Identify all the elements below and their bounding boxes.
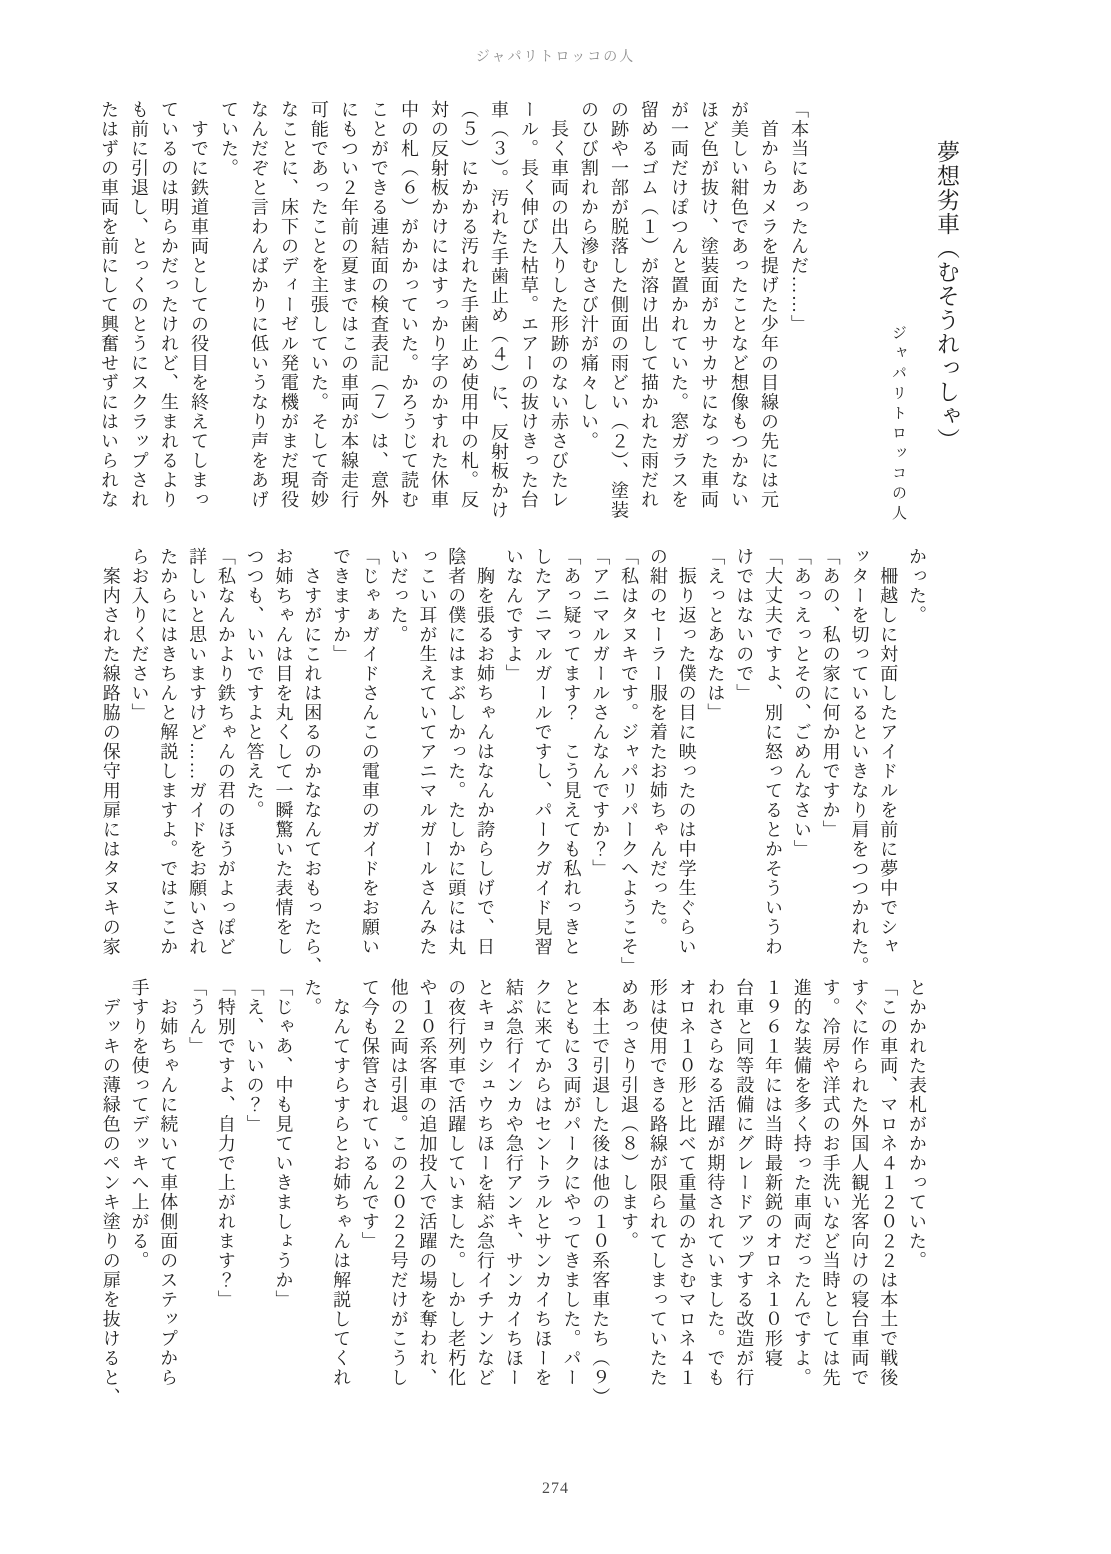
text-column: たはずの車両を前にして興奮せずにはいられな bbox=[99, 100, 119, 510]
text-column: 「あっ疑ってます？ こう見えても私れっきと bbox=[561, 547, 582, 957]
text-column: 結ぶ急行インカや急行アンキ、サンカイちほー bbox=[503, 978, 524, 1388]
text-column: て今も保管されているんです」 bbox=[359, 978, 380, 1251]
story-author: ジャパリトロッコの人 bbox=[890, 325, 906, 525]
text-column: 首からカメラを提げた少年の目線の先には元 bbox=[759, 100, 779, 510]
text-column: が美しい紺色であったことなど想像もつかない bbox=[729, 100, 749, 510]
text-column: 留めるゴム（１）が溶け出して描かれた雨だれ bbox=[639, 100, 659, 510]
text-column: いだった。 bbox=[388, 547, 409, 645]
text-column: っこい耳が生えていてアニマルガールさんみた bbox=[417, 547, 438, 957]
text-column: なことに、床下のディーゼル発電機がまだ現役 bbox=[279, 100, 299, 510]
text-column: ほど色が抜け、塗装面がカサカサになった車両 bbox=[699, 100, 719, 510]
story-title: 夢想劣車（むそうれっしゃ） bbox=[934, 140, 959, 452]
text-column: にもつい２年前の夏まではこの車両が本線走行 bbox=[339, 100, 359, 510]
text-column: らお入りください」 bbox=[129, 547, 150, 723]
text-column: できますか」 bbox=[331, 547, 352, 664]
text-column: 「私なんかより鉄ちゃんの君のほうがよっぽど bbox=[215, 547, 236, 957]
page-number: 274 bbox=[542, 1480, 569, 1497]
text-column: つつも、いいですよと答えた。 bbox=[244, 547, 265, 820]
text-column: 「あっえっとその、ごめんなさい」 bbox=[791, 547, 812, 859]
text-column: １９６１年には当時最新鋭のオロネ１０形寝 bbox=[763, 978, 784, 1368]
text-column: 車（３）。汚れた手歯止め（４）に、反射板かけ bbox=[489, 100, 509, 520]
text-column: のひび割れから滲むさび汁が痛々しい。 bbox=[579, 100, 599, 451]
text-column: の紺のセーラー服を着たお姉ちゃんだった。 bbox=[647, 547, 668, 937]
text-column: けではないので」 bbox=[734, 547, 755, 703]
text-column: ているのは明らかだったけれど、生まれるより bbox=[159, 100, 179, 510]
text-column: 「本当にあったんだ……」 bbox=[789, 100, 809, 334]
text-band-bottom bbox=[100, 978, 926, 1408]
text-column: すでに鉄道車両としての役目を終えてしまっ bbox=[189, 100, 209, 510]
text-column: や１０系客車の追加投入で活躍の場を奪われ、 bbox=[417, 978, 438, 1388]
text-column: お姉ちゃんは目を丸くして一瞬驚いた表情をし bbox=[273, 547, 294, 957]
text-column: 詳しいと思いますけど……ガイドをお願いされ bbox=[187, 547, 208, 957]
text-column: とキョウシュウちほーを結ぶ急行イチナンなど bbox=[475, 978, 496, 1388]
text-column: 可能であったことを主張していた。そして奇妙 bbox=[309, 100, 329, 510]
text-column: す。冷房や洋式のお手洗いなど当時としては先 bbox=[820, 978, 841, 1388]
text-column: 案内された線路脇の保守用扉にはタヌキの家 bbox=[100, 547, 121, 957]
text-column: （５）にかかる汚れた手歯止め使用中の札。反 bbox=[459, 100, 479, 510]
text-column: 「うん」 bbox=[187, 978, 208, 1056]
text-column: 「私はタヌキです。ジャパリパークへようこそ」 bbox=[619, 547, 640, 976]
text-band-top bbox=[100, 100, 958, 537]
text-column: われさらなる活躍が期待されていました。でも bbox=[705, 978, 726, 1388]
text-column: た。 bbox=[302, 978, 323, 1017]
text-column: も前に引退し、とっくのとうにスクラップされ bbox=[129, 100, 149, 510]
text-column: したアニマルガールですし、パークガイド見習 bbox=[532, 547, 553, 957]
text-column: 胸を張るお姉ちゃんはなんか誇らしげで、日 bbox=[475, 547, 496, 957]
title-block bbox=[890, 100, 958, 537]
text-column: 振り返った僕の目に映ったのは中学生ぐらい bbox=[676, 547, 697, 957]
text-column: かった。 bbox=[907, 547, 927, 625]
text-column: 柵越しに対面したアイドルを前に夢中でシャ bbox=[878, 547, 899, 957]
text-column: 「この車両、マロネ４１２０２２は本土で戦後 bbox=[878, 978, 899, 1388]
text-column: なんだぞと言わんばかりに低いうなり声をあげ bbox=[249, 100, 269, 510]
text-column: 「え、いいの？」 bbox=[244, 978, 265, 1134]
text-column: お姉ちゃんに続いて車体側面のステップから bbox=[158, 978, 179, 1388]
running-header: ジャパリトロッコの人 bbox=[475, 50, 636, 65]
text-column: たからにはきちんと解説しますよ。ではここか bbox=[158, 547, 179, 957]
text-column: 「あの、私の家に何か用ですか」 bbox=[820, 547, 841, 840]
text-column: いなんですよ」 bbox=[503, 547, 524, 684]
text-column: 手すりを使ってデッキへ上がる。 bbox=[129, 978, 150, 1271]
text-column: ール。長く伸びた枯草。エアーの抜けきった台 bbox=[519, 100, 539, 510]
text-column: の跡や一部が脱落した側面の雨どい（２）、塗装 bbox=[609, 100, 629, 520]
text-column: ていた。 bbox=[219, 100, 239, 178]
text-column: とともに３両がパークにやってきました。パー bbox=[561, 978, 582, 1388]
text-column: 進的な装備を多く持った車両だったんですよ。 bbox=[791, 978, 812, 1388]
text-column: 形は使用できる路線が限られてしまっていたた bbox=[647, 978, 668, 1388]
text-column: 他の２両は引退。この２０２２号だけがこうし bbox=[388, 978, 409, 1388]
text-column: 中の札（６）がかかっていた。かろうじて読む bbox=[399, 100, 419, 510]
text-column: の夜行列車で活躍していました。しかし老朽化 bbox=[446, 978, 467, 1388]
text-column: が一両だけぽつんと置かれていた。窓ガラスを bbox=[669, 100, 689, 510]
text-column: クに来てからはセントラルとサンカイちほーを bbox=[532, 978, 553, 1388]
text-column: ことができる連結面の検査表記（７）は、意外 bbox=[369, 100, 389, 510]
text-column: 「特別ですよ、自力で上がれます？」 bbox=[215, 978, 236, 1310]
text-column: 対の反射板かけにはすっかり字のかすれた休車 bbox=[429, 100, 449, 510]
text-column: すぐに作られた外国人観光客向けの寝台車両で bbox=[849, 978, 870, 1388]
text-column: ッターを切っているといきなり肩をつつかれた。 bbox=[849, 547, 870, 976]
text-column: めあっさり引退（８）します。 bbox=[619, 978, 640, 1251]
text-column: 「大丈夫ですよ、別に怒ってるとかそういうわ bbox=[763, 547, 784, 957]
text-column: 台車と同等設備にグレードアップする改造が行 bbox=[734, 978, 755, 1388]
text-column: 陰者の僕にはまぶしかった。たしかに頭には丸 bbox=[446, 547, 467, 957]
text-column: 「じゃあ、中も見ていきましょうか」 bbox=[273, 978, 294, 1310]
text-column: 「アニマルガールさんなんですか？」 bbox=[590, 547, 611, 879]
text-column: とかかれた表札がかかっていた。 bbox=[907, 978, 927, 1271]
text-column: 「じゃぁガイドさんこの電車のガイドをお願い bbox=[359, 547, 380, 957]
text-column: オロネ１０形と比べて重量のかさむマロネ４１ bbox=[676, 978, 697, 1388]
text-column: 本土で引退した後は他の１０系客車たち（９） bbox=[590, 978, 611, 1407]
text-column: なんてすらすらとお姉ちゃんは解説してくれ bbox=[331, 978, 352, 1388]
text-column: 長く車両の出入りした形跡のない赤さびたレ bbox=[549, 100, 569, 510]
text-band-middle bbox=[100, 547, 927, 976]
text-column: デッキの薄緑色のペンキ塗りの扉を抜けると、 bbox=[100, 978, 121, 1407]
text-column: 「えっとあなたは」 bbox=[705, 547, 726, 723]
text-column: さすがにこれは困るのかななんておもったら、 bbox=[302, 547, 323, 976]
